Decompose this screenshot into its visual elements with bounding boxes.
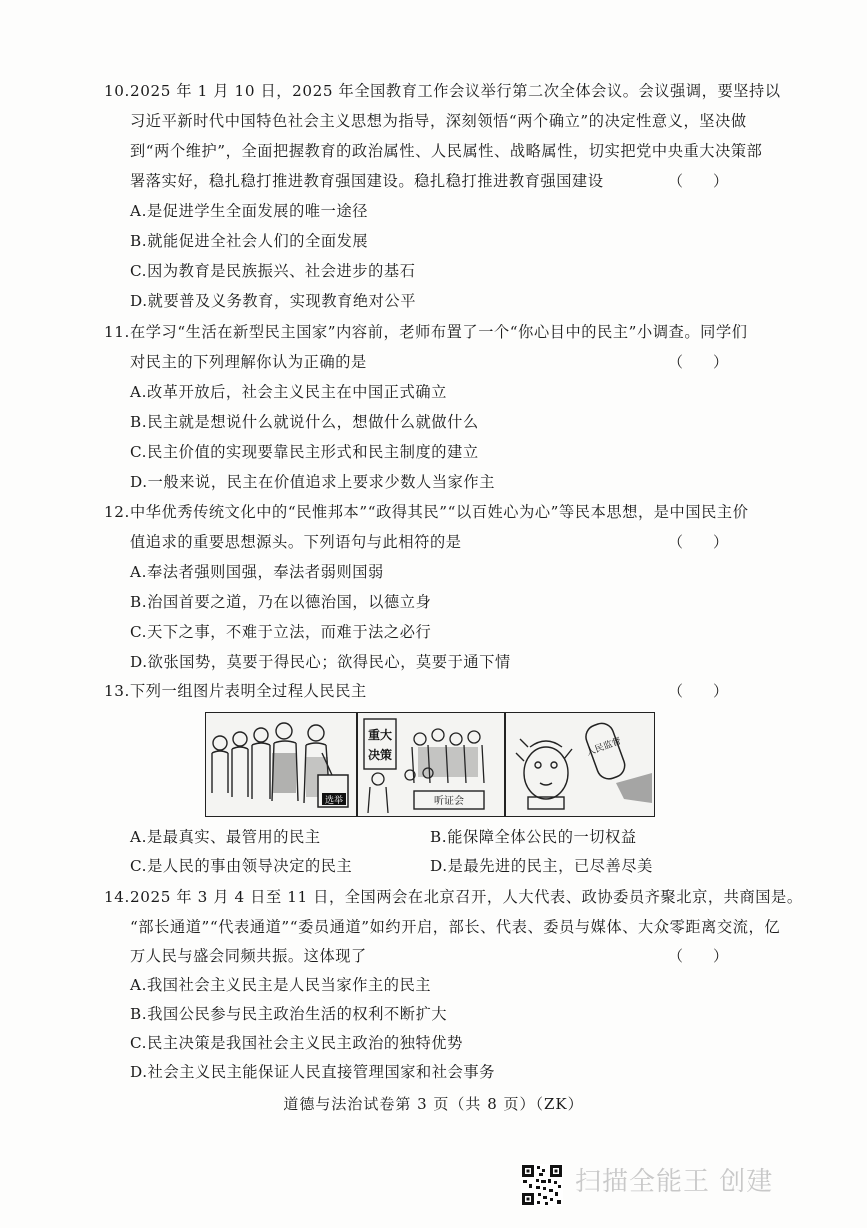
cartoon-voting bbox=[205, 712, 357, 817]
option-b: B.能保障全体公民的一切权益 bbox=[430, 828, 637, 846]
option-b: B.就能促进全社会人们的全面发展 bbox=[130, 232, 369, 250]
option-b: B.治国首要之道，乃在以德治国，以德立身 bbox=[130, 593, 432, 611]
question-stem-line: 习近平新时代中国特色社会主义思想为指导，深刻领悟“两个确立”的决定性意义，坚决做 bbox=[130, 112, 747, 130]
option-c: C.民主价值的实现要靠民主形式和民主制度的建立 bbox=[130, 443, 479, 461]
answer-parenthesis: （ ） bbox=[668, 682, 729, 700]
cartoon-hearing bbox=[357, 712, 505, 817]
qr-code-icon bbox=[521, 1164, 563, 1206]
option-d: D.欲张国势，莫要于得民心；欲得民心，莫要于通下情 bbox=[130, 653, 511, 671]
option-c: C.是人民的事由领导决定的民主 bbox=[130, 857, 353, 875]
supervision-stamp-label: 人民监督 bbox=[585, 736, 623, 759]
question-stem-line: 值追求的重要思想源头。下列语句与此相符的是 bbox=[130, 533, 462, 551]
option-c: C.民主决策是我国社会主义民主政治的独特优势 bbox=[130, 1034, 463, 1052]
hearing-sign: 听证会 bbox=[434, 796, 464, 807]
scanner-watermark: 扫描全能王 创建 bbox=[575, 1167, 774, 1197]
answer-parenthesis: （ ） bbox=[668, 947, 729, 965]
option-a: A.改革开放后，社会主义民主在中国正式确立 bbox=[130, 383, 447, 401]
cartoon-panels bbox=[205, 712, 655, 817]
question-stem-line: 11.在学习“生活在新型民主国家”内容前，老师布置了一个“你心目中的民主”小调查。同学们 bbox=[104, 323, 748, 341]
cartoon-supervision bbox=[505, 712, 655, 817]
ballot-box-label: 选举 bbox=[324, 796, 344, 806]
question-stem-line: 13.下列一组图片表明全过程人民民主 bbox=[104, 682, 367, 700]
option-a: A.奉法者强则国强，奉法者弱则国弱 bbox=[130, 563, 384, 581]
answer-parenthesis: （ ） bbox=[668, 533, 729, 551]
option-b: B.我国公民参与民主政治生活的权利不断扩大 bbox=[130, 1005, 448, 1023]
option-d: D.是最先进的民主，已尽善尽美 bbox=[430, 857, 653, 875]
option-a: A.我国社会主义民主是人民当家作主的民主 bbox=[130, 976, 432, 994]
option-b: B.民主就是想说什么就说什么，想做什么就做什么 bbox=[130, 413, 479, 431]
option-c: C.因为教育是民族振兴、社会进步的基石 bbox=[130, 262, 416, 280]
question-stem-line: 署落实好，稳扎稳打推进教育强国建设。稳扎稳打推进教育强国建设 bbox=[130, 172, 604, 190]
question-stem-line: 到“两个维护”，全面把握教育的政治属性、人民属性、战略属性，切实把党中央重大决策部 bbox=[130, 142, 763, 160]
option-c: C.天下之事，不难于立法，而难于法之必行 bbox=[130, 623, 432, 641]
question-stem-line: 万人民与盛会同频共振。这体现了 bbox=[130, 947, 367, 965]
option-a: A.是促进学生全面发展的唯一途径 bbox=[130, 202, 369, 220]
option-d: D.社会主义民主能保证人民直接管理国家和社会事务 bbox=[130, 1063, 495, 1081]
question-stem-line: 10.2025 年 1 月 10 日，2025 年全国教育工作会议举行第二次全体会议。会议强调，要坚持以 bbox=[104, 82, 781, 100]
answer-parenthesis: （ ） bbox=[668, 353, 729, 371]
answer-parenthesis: （ ） bbox=[668, 172, 729, 190]
option-a: A.是最真实、最管用的民主 bbox=[130, 828, 321, 846]
decision-sign-top: 重大 bbox=[367, 728, 393, 742]
option-d: D.一般来说，民主在价值追求上要求少数人当家作主 bbox=[130, 473, 495, 491]
question-stem-line: 对民主的下列理解你认为正确的是 bbox=[130, 353, 367, 371]
question-stem-line: 12.中华优秀传统文化中的“民惟邦本”“政得其民”“以百姓心为心”等民本思想，是中国民主价 bbox=[104, 503, 749, 521]
question-stem-line: 14.2025 年 3 月 4 日至 11 日，全国两会在北京召开，人大代表、政协委员齐聚北京，共商国是。 bbox=[104, 888, 803, 906]
page-footer: 道德与法治试卷第 3 页（共 8 页）（ZK） bbox=[283, 1095, 584, 1113]
question-stem-line: “部长通道”“代表通道”“委员通道”如约开启，部长、代表、委员与媒体、大众零距离交流，亿 bbox=[130, 918, 781, 936]
decision-sign-bottom: 决策 bbox=[367, 748, 393, 762]
option-d: D.就要普及义务教育，实现教育绝对公平 bbox=[130, 292, 417, 310]
